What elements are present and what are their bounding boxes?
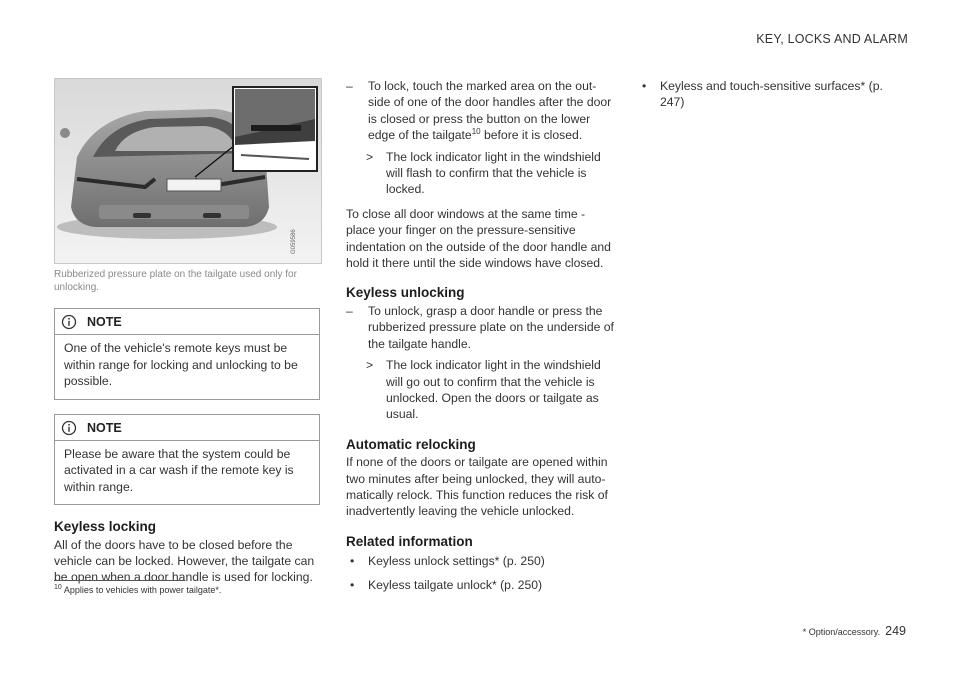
unlock-step: [346, 303, 616, 352]
heading-related-information: Related information: [346, 533, 473, 549]
related-link-2[interactable]: [346, 577, 616, 593]
figure-caption: Rubberized pressure plate on the tailgate used only for unlocking.: [54, 269, 297, 293]
info-icon: [61, 314, 77, 330]
note-title: NOTE: [87, 315, 122, 329]
footnote-text: Applies to vehicles with power tailgate*.: [63, 585, 222, 595]
heading-keyless-locking: Keyless locking: [54, 519, 157, 535]
unlock-result: [346, 357, 616, 423]
footnote-divider: [54, 580, 184, 581]
bullet-dot: •: [350, 554, 355, 569]
footnote: [54, 585, 221, 595]
note-header: [55, 415, 319, 441]
column-right: [638, 78, 904, 111]
page-footer: [803, 624, 906, 638]
related-link-3[interactable]: [638, 78, 904, 111]
footnote-ref[interactable]: 10: [471, 127, 481, 137]
tailgate-illustration: [54, 78, 322, 264]
note-title: NOTE: [87, 420, 122, 435]
footnote-number: 10: [54, 584, 62, 591]
lock-result: [346, 149, 616, 198]
lock-step-text-end: before it is closed.: [480, 128, 583, 143]
result-marker: >: [366, 149, 374, 164]
related-link-text[interactable]: Keyless unlock settings* (p. 250): [368, 554, 545, 569]
step-dash: –: [346, 79, 353, 93]
automatic-relocking-text: If none of the doors or tailgate are opened within two minutes after being unlocked, they will auto-matically relock. This function reduces the risk of inadvertently leaving the vehicle unlocked.: [346, 455, 608, 519]
windows-paragraph: To close all door windows at the same time - place your finger on the pressure-sensitive indentation on the outside of the door handle and hold it there until the side windows have closed.: [346, 206, 611, 271]
heading-automatic-relocking: Automatic relocking: [346, 436, 476, 452]
related-link-text[interactable]: Keyless tailgate unlock* (p. 250): [368, 577, 543, 592]
result-marker: >: [366, 358, 374, 373]
bullet-dot: •: [642, 79, 647, 93]
unlock-result-text: The lock indicator light in the windshield will go out to confirm that the vehicle is unlocked. Open the doors or tailgate as usual.: [386, 358, 601, 422]
column-left: [54, 78, 320, 586]
note-box-1: [54, 308, 320, 400]
column-middle: [346, 78, 616, 593]
related-link-1[interactable]: [346, 553, 616, 569]
note-body: Please be aware that the system could be activated in a car wash if the remote key is within range.: [64, 447, 294, 494]
keyless-locking-intro: All of the doors have to be closed before the vehicle can be locked. However, the tailgate can be open when a door handle is used for locking.: [54, 537, 315, 585]
note-body: One of the vehicle's remote keys must be within range for locking and unlocking to be possible.: [64, 341, 298, 389]
note-box-2: [54, 414, 320, 506]
info-icon: [61, 420, 77, 436]
lock-result-text: The lock indicator light in the windshield will flash to confirm that the vehicle is locked.: [386, 149, 601, 197]
note-header: [55, 309, 319, 335]
related-link-text[interactable]: Keyless and touch-sensitive surfaces* (p. 247): [660, 79, 883, 110]
page-number: 249: [885, 624, 906, 638]
option-accessory-note: * Option/accessory.: [802, 627, 881, 637]
bullet-dot: •: [350, 577, 355, 592]
step-dash: –: [346, 303, 353, 318]
image-code: G059586: [291, 229, 297, 254]
unlock-step-text: To unlock, grasp a door handle or press the rubberized pressure plate on the underside of the tailgate handle.: [368, 303, 614, 351]
lock-step-text: To lock, touch the marked area on the out-side of one of the door handles after the door is closed or press the button on the lower edge of the tailgate: [368, 79, 612, 143]
page-header: KEY, LOCKS AND ALARM: [756, 32, 908, 46]
lock-step: [346, 78, 616, 144]
heading-keyless-unlocking: Keyless unlocking: [346, 285, 465, 301]
car-rear-illustration: [55, 79, 321, 263]
